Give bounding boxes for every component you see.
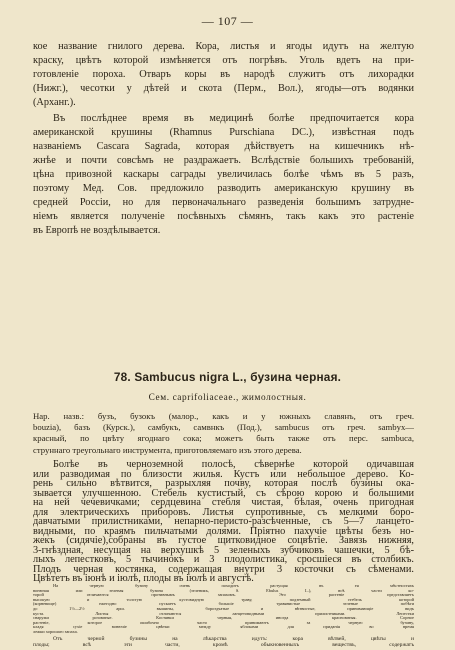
text-line: 3-гнѣздная, несущая на верхушкѣ 5 зеленыхъ зубчиковъ чашечки, 5 бѣ- xyxy=(33,544,414,556)
text-line: вонючая или зеленая бузина (зеленикъ, S. Ebulus L.), всѣ части ко- xyxy=(33,587,414,593)
page-number: — 107 — xyxy=(201,14,254,28)
text-line: плоды; всѣ эти части, кромѣ обыкновенныхъ веществъ, содержатъ xyxy=(33,642,414,648)
text-line: рень сильно вѣтвится, разрыхляя почву, которая послѣ бузины ока- xyxy=(33,478,414,489)
text-line: высокую и толстую кустовидную траву, подземный стебель которой xyxy=(33,596,414,602)
text-line: кладя сухіе вонючіе цвѣтки между яблоками для приданія во время xyxy=(33,624,414,630)
text-line: американской крушины (Rhamnus Purschiana DC.), извѣстная подъ xyxy=(33,127,414,138)
text-line: bouzia), базъ (Курск.), самбукъ, самвнкъ (Под.), sambucus отъ греч. sambyx— xyxy=(33,422,414,433)
text-line: Цвѣтетъ въ іюнѣ и іюлѣ, плоды въ іюлѣ и августѣ. xyxy=(33,573,254,584)
text-line: цѣна привозной каскары саграды увеличилась болѣе чѣмъ въ 5 разъ, xyxy=(33,169,414,180)
paragraph-cascara xyxy=(33,112,414,238)
text-line: названіемъ Cascara Sagrada, которая дѣйствуетъ на кишечникъ нѣ- xyxy=(33,141,414,152)
text-line: въ Европѣ не воздѣлывается. xyxy=(33,225,161,236)
text-line: Отъ черной бузины на лѣкарства идутъ: кора вѣтвей, цвѣты и xyxy=(53,636,414,642)
paragraph-ebulus xyxy=(33,584,414,635)
text-line: растеніе, которое ошибочно часто принимаютъ за черную бузину, xyxy=(33,619,414,625)
text-line: Въ послѣднее время въ медицинѣ болѣе предпочитается кора xyxy=(53,113,414,124)
text-line: или разводимая по близости жилья. Кустъ или небольшое дерево. Ко- xyxy=(33,468,414,480)
text-line: видными, по краямъ пильчатыми долями. Пріятно пахучіе цвѣты безъ но- xyxy=(33,525,414,537)
text-line: жнѣе и почти совсѣмъ не раздражаетъ. Вслѣдствіе большихъ требованій, xyxy=(33,155,414,166)
text-line: Нар. назв.: бузъ, бузокъ (малор., какъ и у южныхъ славянъ, отъ греч. xyxy=(33,411,414,421)
text-line: поэтому Мед. Сов. предложило разводить американскую крушину въ xyxy=(33,183,414,194)
section-title: 78. Sambucus nigra L., бузина черная. xyxy=(113,370,342,384)
text-line: жекъ (сидячіе),собраны въ густое щитковидное соцвѣтіе. Завязь нижняя, xyxy=(33,535,414,546)
text-line: зывается улучшенною. Стебель кустистый, съ сѣрою корою и большими xyxy=(33,487,414,499)
family-subtitle: Сем. caprifoliaceae., жимолостныя. xyxy=(148,393,307,403)
text-line: (Арханг.). xyxy=(33,97,76,108)
text-line: (Нижг.), чесотки у дѣтей и скота (Перм., Вол.), ягоды—отъ водянки xyxy=(33,83,414,94)
text-line: средней Россіи, но для первоначальнаго разведенія большимъ затрудне- xyxy=(33,197,414,208)
text-line: лыхъ лепестковъ, 5 тычинокъ и 3 плодолистика, сросшіеся въ столбикъ. xyxy=(33,554,414,565)
text-line: ніемъ является полученіе посѣвныхъ сѣмянъ, такъ какъ это растеніе xyxy=(33,211,414,222)
text-line: для электрическихъ приборовъ. Листья супротивные, съ мелкими боро- xyxy=(33,506,414,518)
paragraph-bottom xyxy=(33,636,414,648)
text-line: Плодъ черная костянка, содержащая внутри 3 косточки съ сѣменами. xyxy=(33,563,414,575)
text-line: лежки хорошаго запаха. xyxy=(33,628,78,634)
text-line: торой отличаются противнымъ запахомъ. Это растеніе представляетъ xyxy=(33,592,414,598)
text-line: куста. Листья отличаются ланцетовидными прилистниками. Лепестки xyxy=(33,610,414,616)
text-line: готовленіе пороха. Отваръ коры въ народѣ служитъ отъ лихорадки xyxy=(33,69,414,80)
text-line: кое название гнилого дерева. Кора, листья и ягоды идутъ на желтую xyxy=(33,41,414,52)
text-line: снаружи розоватые. Костянки черныя, иногда красноватыя. Сорное xyxy=(33,615,414,621)
paragraph-top xyxy=(33,40,414,110)
text-line: струннаго треугольнаго инструмента, приготовляемаго изъ этого дерева. xyxy=(33,444,302,455)
text-line: красный, по цвѣту ягоднаго сока; можетъ быть также отъ перс. sambuca, xyxy=(33,433,414,444)
text-line: краску, цвѣтъ которой измѣняется отъ погрѣвъ. Уголь вдетъ на при- xyxy=(33,55,414,66)
text-line: на ней чечевичками; сердцевина стебля чистая, бѣлая, очень пригодная xyxy=(33,497,414,508)
paragraph-description xyxy=(33,460,414,584)
folk-names xyxy=(33,411,414,456)
text-line: (корневище) ежегодно пускаетъ большіе травянистые зеленые побѣги xyxy=(33,601,414,607)
text-line: давчатыми прилистниками, непарно-перисто-разсѣченные, съ 5—7 ланцето- xyxy=(33,516,414,527)
text-line: до 1½—2½ арш. вышины, бороздчатые и вѣтвистые, принимающіе видъ xyxy=(33,605,414,611)
text-line: Болѣе въ черноземной полосѣ, сѣвернѣе которой одичавшая xyxy=(53,459,414,470)
text-line: На черную бузину очень походитъ растущая въ ея мѣстностяхъ xyxy=(53,583,414,588)
